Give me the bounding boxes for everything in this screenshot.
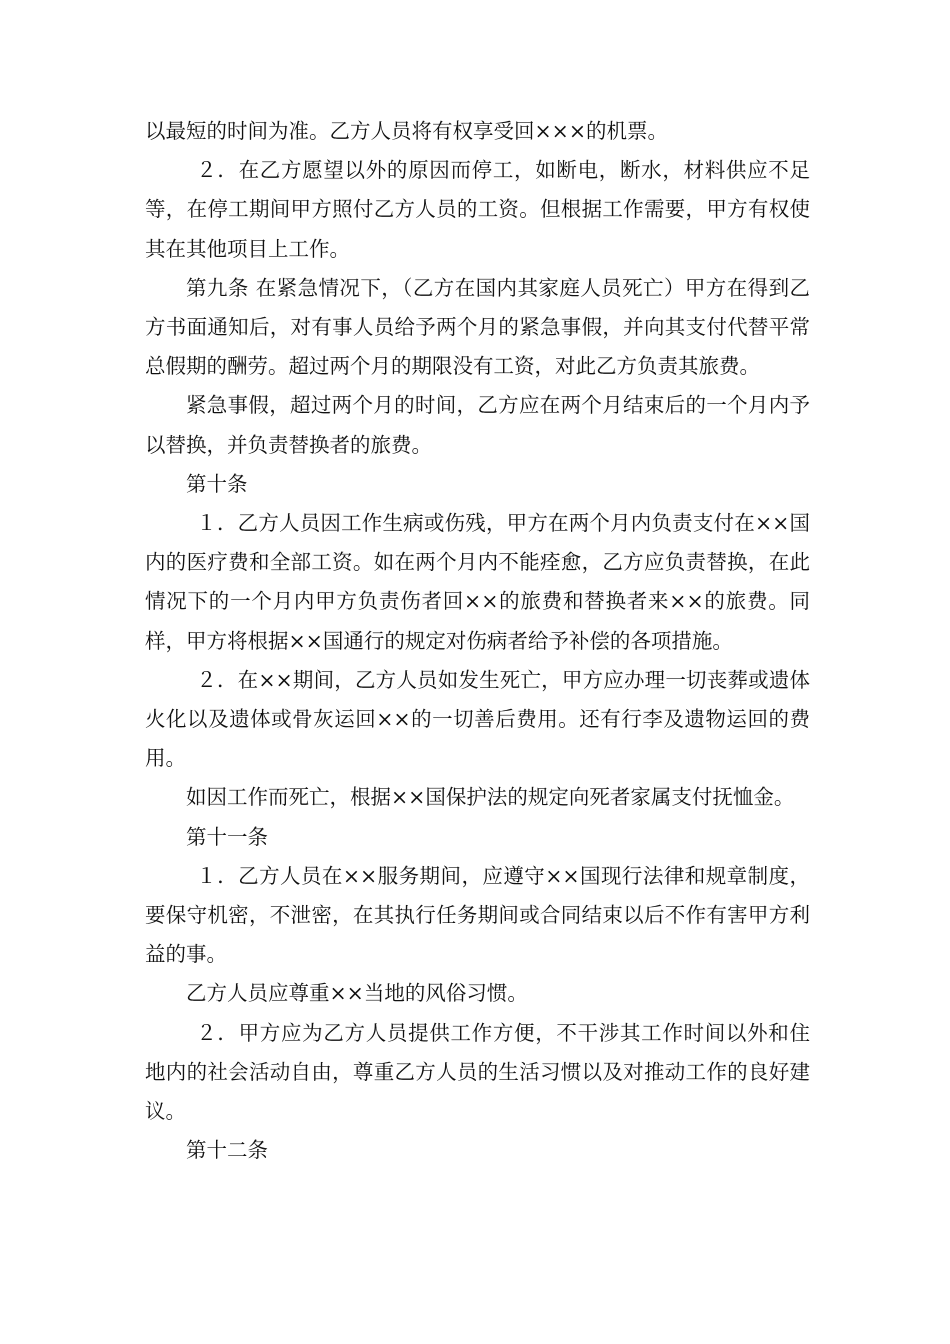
paragraph-article-10-item-2: ２．在××期间，乙方人员如发生死亡，甲方应办理一切丧葬或遗体火化以及遗体或骨灰运回××的一切善后费用。还有行李及遗物运回的费用。 [145, 667, 810, 771]
heading-article-12: 第十二条 [186, 1138, 268, 1163]
paragraph-article-11-item-1: １．乙方人员在××服务期间，应遵守××国现行法律和规章制度，要保守机密，不泄密，在其执行任务期间或合同结束以后不作有害甲方利益的事。 [145, 863, 810, 967]
heading-article-10: 第十条 [186, 471, 248, 496]
paragraph-local-customs: 乙方人员应尊重××当地的风俗习惯。 [186, 981, 528, 1006]
paragraph-clause-8-item-2: ２．在乙方愿望以外的原因而停工，如断电，断水，材料供应不足等，在停工期间甲方照付乙方人员的工资。但根据工作需要，甲方有权使其在其他项目上工作。 [145, 158, 810, 261]
document-page [145, 112, 810, 1170]
paragraph-emergency-leave: 紧急事假，超过两个月的时间，乙方应在两个月结束后的一个月内予以替换，并负责替换者的旅费。 [145, 393, 810, 457]
paragraph-continuation: 以最短的时间为准。乙方人员将有权享受回×××的机票。 [145, 119, 669, 143]
paragraph-death-compensation: 如因工作而死亡，根据××国保护法的规定向死者家属支付抚恤金。 [186, 785, 795, 810]
paragraph-article-11-item-2: ２．甲方应为乙方人员提供工作方便，不干涉其工作时间以外和住地内的社会活动自由，尊重乙方人员的生活习惯以及对推动工作的良好建议。 [145, 1020, 810, 1124]
paragraph-article-9: 第九条 在紧急情况下，（乙方在国内其家庭人员死亡）甲方在得到乙方书面通知后，对有事人员给予两个月的紧急事假，并向其支付代替平常总假期的酬劳。超过两个月的期限没有工资，对此乙方负责其旅费。 [145, 275, 810, 379]
paragraph-article-10-item-1: １．乙方人员因工作生病或伤残，甲方在两个月内负责支付在××国内的医疗费和全部工资。如在两个月内不能痊愈，乙方应负责替换，在此情况下的一个月内甲方负责伤者回××的旅费和替换者来××的旅费。同样，甲方将根据××国通行的规定对伤病者给予补偿的各项措施。 [145, 511, 810, 653]
heading-article-11: 第十一条 [186, 824, 268, 849]
